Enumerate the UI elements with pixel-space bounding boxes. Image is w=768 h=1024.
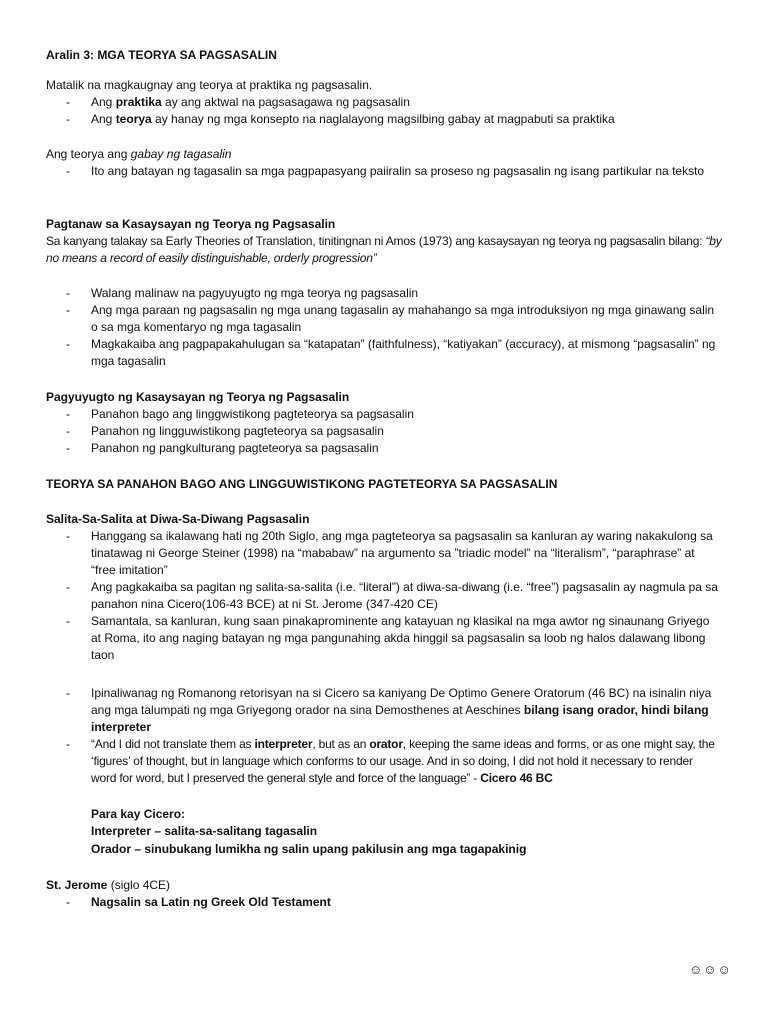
list-item: - Samantala, sa kanluran, kung saan pinakaprominente ang katayuan ng klasikal na mga awtor ng sinaunang Griyego at Roma, ito ang naging batayan ng mga pangunahing akda hinggil sa pagsasalin sa loob ng halos dalawang libong taon bbox=[0, 613, 721, 664]
list-item: - Ang pagkakaiba sa pagitan ng salita-sa-salita (i.e. “literal”) at diwa-sa-diwang (i.e. “free”) pagsasalin ay nagmula pa sa panahon nina Cicero(106-43 BCE) at ni St. Jerome (347-420 CE) bbox=[0, 579, 721, 613]
list-item: - Ang teorya ay hanay ng mga konsepto na naglalayong magsilbing gabay at magpabuti sa praktika bbox=[0, 111, 721, 128]
section-heading: Pagyuyugto ng Kasaysayan ng Teorya ng Pagsasalin bbox=[46, 390, 350, 404]
major-section-heading: TEORYA SA PANAHON BAGO ANG LINGGUWISTIKONG PAGTETEORYA SA PAGSASALIN bbox=[46, 477, 558, 491]
intro-text: Matalik na magkaugnay ang teorya at praktika ng pagsasalin. bbox=[46, 78, 373, 92]
list-item: - Hanggang sa ikalawang hati ng 20th Siglo, ang mga pagteteorya sa pagsasalin sa kanluran ay waring nakakulong sa tinatawag ni George Steiner (1998) na “mababaw” na argumento sa ”triadic model” na “literalism”, “paraphrase” at “free imitation” bbox=[0, 528, 721, 579]
cicero-list bbox=[0, 685, 768, 787]
list-item: - Magkakaiba ang pagpapakahulugan sa “katapatan” (faithfulness), “katiyakan” (accuracy), at mismong “pagsasalin” ng mga tagasalin bbox=[0, 336, 721, 370]
section-heading: Salita-Sa-Salita at Diwa-Sa-Diwang Pagsasalin bbox=[46, 512, 310, 526]
list-item: - Ang praktika ay ang aktwal na pagsasagawa ng pagsasalin bbox=[0, 94, 721, 111]
list-item: - Ang mga paraan ng pagsasalin ng mga unang tagasalin ay mahahango sa mga introduksiyon ng mga ginawang salin o sa mga komentaryo ng mga tagasalin bbox=[0, 302, 721, 336]
jerome-list bbox=[0, 894, 768, 911]
list-item: - Ito ang batayan ng tagasalin sa mga pagpapasyang paiiralin sa proseso ng pagsasalin ng isang partikular na teksto bbox=[0, 163, 721, 180]
section-heading: Pagtanaw sa Kasaysayan ng Teorya ng Pagsasalin bbox=[46, 217, 336, 231]
gabay-line: Ang teorya ang gabay ng tagasalin bbox=[46, 147, 232, 161]
list-item: - Walang malinaw na pagyuyugto ng mga teorya ng pagsasalin bbox=[0, 285, 721, 302]
list-item: - Ipinaliwanag ng Romanong retorisyan na si Cicero sa kaniyang De Optimo Genere Oratorum (46 BC) na isinalin niya ang mga talumpati ng mga Griyegong orador na sina Demosthenes at Aeschines bilang isang orador, hindi bilang interpreter bbox=[0, 685, 721, 736]
pagyuyugto-list bbox=[0, 406, 768, 457]
smiley-footer: ☺☺☺ bbox=[689, 962, 732, 977]
gabay-list bbox=[0, 163, 768, 180]
list-item: - Panahon ng pangkulturang pagteteorya sa pagsasalin bbox=[0, 440, 721, 457]
definition-interpreter: Interpreter – salita-sa-salitang tagasalin bbox=[91, 824, 318, 838]
pagtanaw-paragraph: Sa kanyang talakay sa Early Theories of Translation, tinitingnan ni Amos (1973) ang kasaysayan ng teorya ng pagsasalin bilang: “by no means a record of easily distinguishable, orderly progression” bbox=[46, 234, 722, 265]
quote-item: - “And I did not translate them as interpreter, but as an orator, keeping the same ideas and forms, or as one might say, the ‘figures’ of thought, but in language which conforms to our usage. And in so doing, I did not hold it necessary to render word for word, but I preserved the general style and force of the language” - Cicero 46 BC bbox=[0, 736, 721, 787]
list-item: - Nagsalin sa Latin ng Greek Old Testament bbox=[0, 894, 721, 911]
list-item: - Panahon bago ang linggwistikong pagteteorya sa pagsasalin bbox=[0, 406, 721, 423]
list-item: - Panahon ng lingguwistikong pagteteorya sa pagsasalin bbox=[0, 423, 721, 440]
pagtanaw-list bbox=[0, 285, 768, 370]
intro-list bbox=[0, 94, 768, 128]
definition-orador: Orador – sinubukang lumikha ng salin upang pakilusin ang mga tagapakinig bbox=[91, 842, 527, 856]
lesson-title: Aralin 3: MGA TEORYA SA PAGSASALIN bbox=[46, 48, 277, 62]
salita-list bbox=[0, 528, 768, 664]
jerome-heading: St. Jerome (siglo 4CE) bbox=[46, 878, 171, 892]
para-kay-cicero: Para kay Cicero: bbox=[91, 807, 186, 821]
